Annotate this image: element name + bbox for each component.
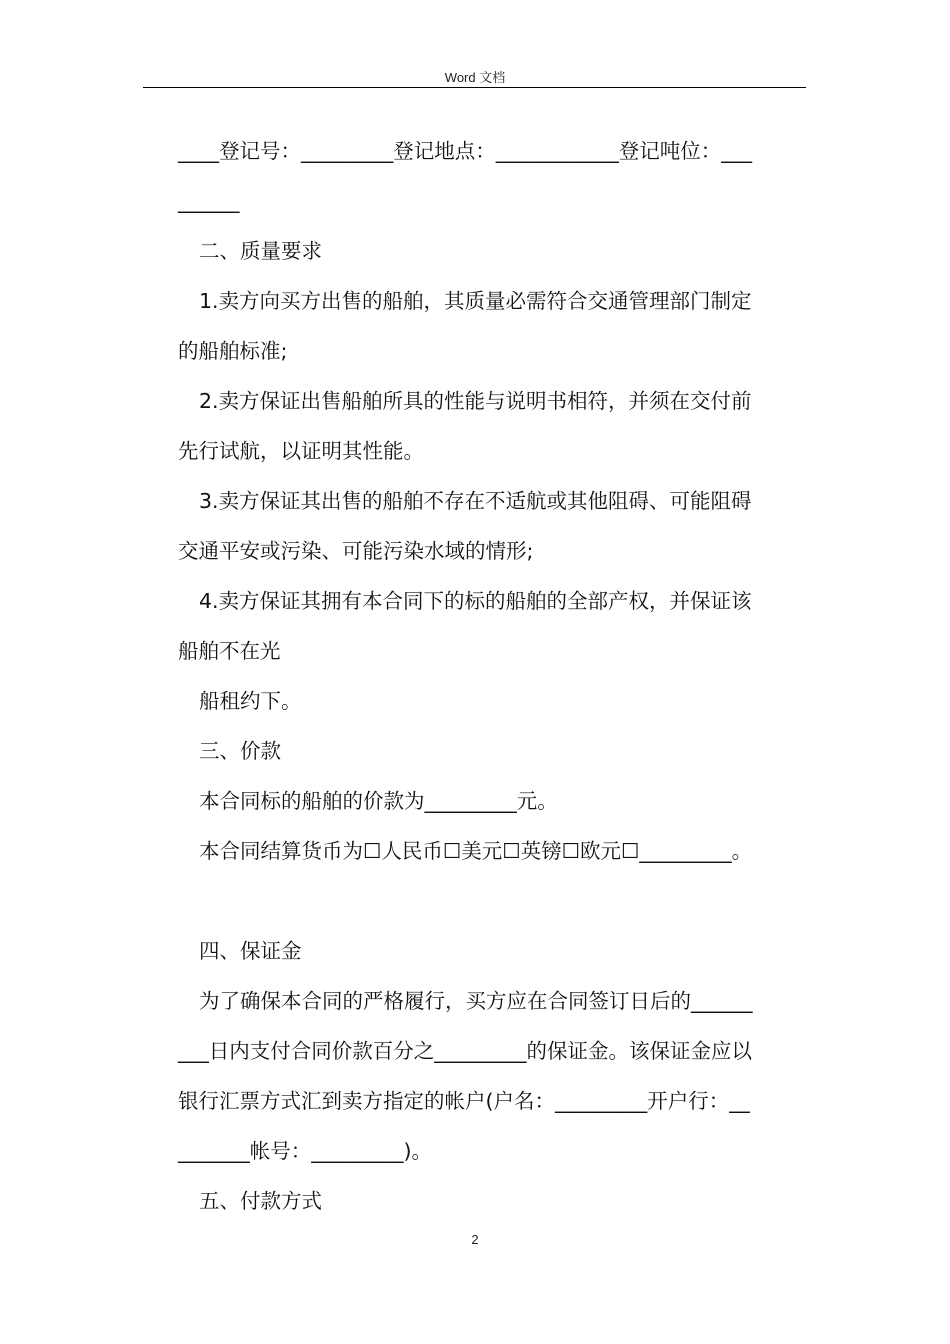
deposit-line-4: _______帐号：_________)。 — [178, 1139, 432, 1163]
deposit-line-3: 银行汇票方式汇到卖方指定的帐户(户名：_________开户行：__ — [178, 1089, 750, 1113]
clause-2-line-1: 2.卖方保证出售船舶所具的性能与说明书相符，并须在交付前 — [199, 389, 752, 413]
deposit-line-2: ___日内支付合同价款百分之_________的保证金。该保证金应以 — [178, 1039, 752, 1063]
header-rule — [143, 87, 806, 88]
section-heading-payment: 五、付款方式 — [199, 1189, 322, 1213]
section-heading-deposit: 四、保证金 — [199, 939, 302, 963]
clause-4-line-3: 船租约下。 — [199, 689, 302, 713]
clause-2-line-2: 先行试航，以证明其性能。 — [178, 439, 424, 463]
clause-4-line-2: 船舶不在光 — [178, 639, 281, 663]
clause-1-line-1: 1.卖方向买方出售的船舶，其质量必需符合交通管理部门制定 — [199, 289, 752, 313]
clause-3-line-1: 3.卖方保证其出售的船舶不存在不适航或其他阻碍、可能阻碍 — [199, 489, 752, 513]
page-header-title: Word 文档 — [444, 70, 506, 85]
registration-line: ____登记号：_________登记地点：____________登记吨位：___ — [178, 139, 752, 163]
section-heading-price: 三、价款 — [199, 739, 281, 763]
currency-paragraph: 本合同结算货币为☐人民币☐美元☐英镑☐欧元☐_________。 — [199, 839, 753, 863]
page-number: 2 — [471, 1232, 479, 1247]
registration-line-cont: ______ — [178, 189, 240, 213]
section-heading-quality: 二、质量要求 — [199, 239, 322, 263]
price-paragraph: 本合同标的船舶的价款为_________元。 — [199, 789, 558, 813]
deposit-line-1: 为了确保本合同的严格履行，买方应在合同签订日后的______ — [199, 989, 753, 1013]
clause-3-line-2: 交通平安或污染、可能污染水域的情形; — [178, 539, 534, 563]
clause-4-line-1: 4.卖方保证其拥有本合同下的标的船舶的全部产权，并保证该 — [199, 589, 752, 613]
clause-1-line-2: 的船舶标准; — [178, 339, 288, 363]
